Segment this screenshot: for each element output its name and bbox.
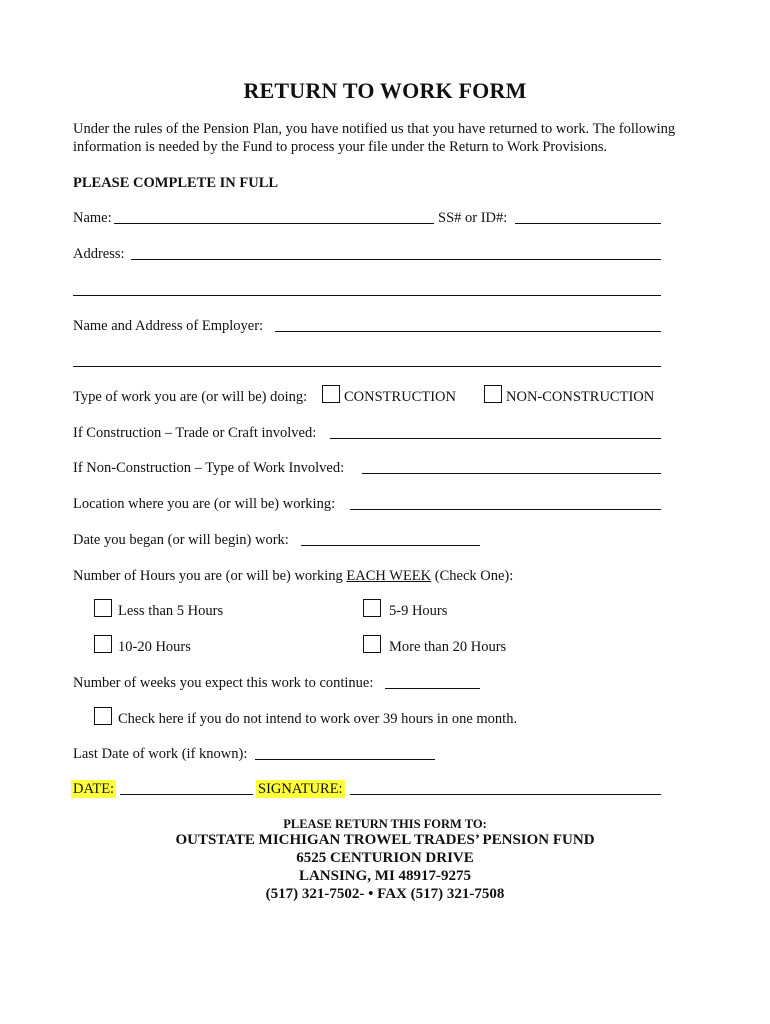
last-date-field[interactable] [255,745,435,760]
employer-field[interactable] [275,317,661,332]
non-construction-label: NON-CONSTRUCTION [506,389,655,405]
date-field[interactable] [120,780,253,795]
trade-field[interactable] [330,424,661,439]
more-than-20-checkbox[interactable] [363,635,381,653]
work-involved-field[interactable] [362,459,661,474]
hours-prefix: Number of Hours you are (or will be) working [73,568,347,584]
instruction-heading: PLEASE COMPLETE IN FULL [73,175,279,191]
weeks-label: Number of weeks you expect this work to continue: [73,675,374,691]
name-label: Name: [73,210,112,226]
construction-label: CONSTRUCTION [344,389,456,405]
phone-fax: (517) 321-7502- • FAX (517) 321-7508 [265,886,505,902]
signature-label: SIGNATURE: [258,781,343,797]
signature-field[interactable] [350,780,661,795]
non-construction-checkbox[interactable] [484,385,502,403]
less-than-5-checkbox[interactable] [94,599,112,617]
location-label: Location where you are (or will be) working: [73,496,336,512]
last-date-label: Last Date of work (if known): [73,746,248,762]
5-9-hours-checkbox[interactable] [363,599,381,617]
trade-label: If Construction – Trade or Craft involved: [73,425,317,441]
address-field-line-2[interactable] [73,295,661,296]
work-involved-label: If Non-Construction – Type of Work Involved: [73,460,345,476]
date-began-label: Date you began (or will begin) work: [73,532,289,548]
weeks-field[interactable] [385,674,480,689]
10-20-hours-label: 10-20 Hours [118,639,191,655]
employer-label: Name and Address of Employer: [73,318,264,334]
street-address: 6525 CENTURION DRIVE [296,850,474,866]
date-label: DATE: [73,781,115,797]
date-began-field[interactable] [301,531,480,546]
type-of-work-label: Type of work you are (or will be) doing: [73,389,308,405]
less-than-5-label: Less than 5 Hours [118,603,224,619]
hours-emphasis: EACH WEEK [346,568,432,584]
ss-label: SS# or ID#: [438,210,508,226]
fund-name: OUTSTATE MICHIGAN TROWEL TRADES’ PENSION FUND [175,832,595,848]
intro-line-1: Under the rules of the Pension Plan, you have notified us that you have returned to work. The following [73,121,676,137]
not-intend-label: Check here if you do not intend to work over 39 hours in one month. [118,711,518,727]
ss-field[interactable] [515,209,661,224]
10-20-hours-checkbox[interactable] [94,635,112,653]
address-field[interactable] [131,245,661,260]
intro-paragraph [73,120,703,156]
form-title: RETURN TO WORK FORM [243,78,527,103]
intro-line-2: information is needed by the Fund to process your file under the Return to Work Provisions. [73,139,608,155]
hours-question [73,567,513,585]
location-field[interactable] [350,495,661,510]
address-label: Address: [73,246,125,262]
not-intend-checkbox[interactable] [94,707,112,725]
hours-suffix: (Check One): [431,568,514,584]
more-than-20-label: More than 20 Hours [389,639,507,655]
return-to-heading: PLEASE RETURN THIS FORM TO: [283,817,487,831]
construction-checkbox[interactable] [322,385,340,403]
city-state-zip: LANSING, MI 48917-9275 [298,868,472,884]
employer-field-line-2[interactable] [73,366,661,367]
name-field[interactable] [114,209,434,224]
5-9-hours-label: 5-9 Hours [389,603,448,619]
